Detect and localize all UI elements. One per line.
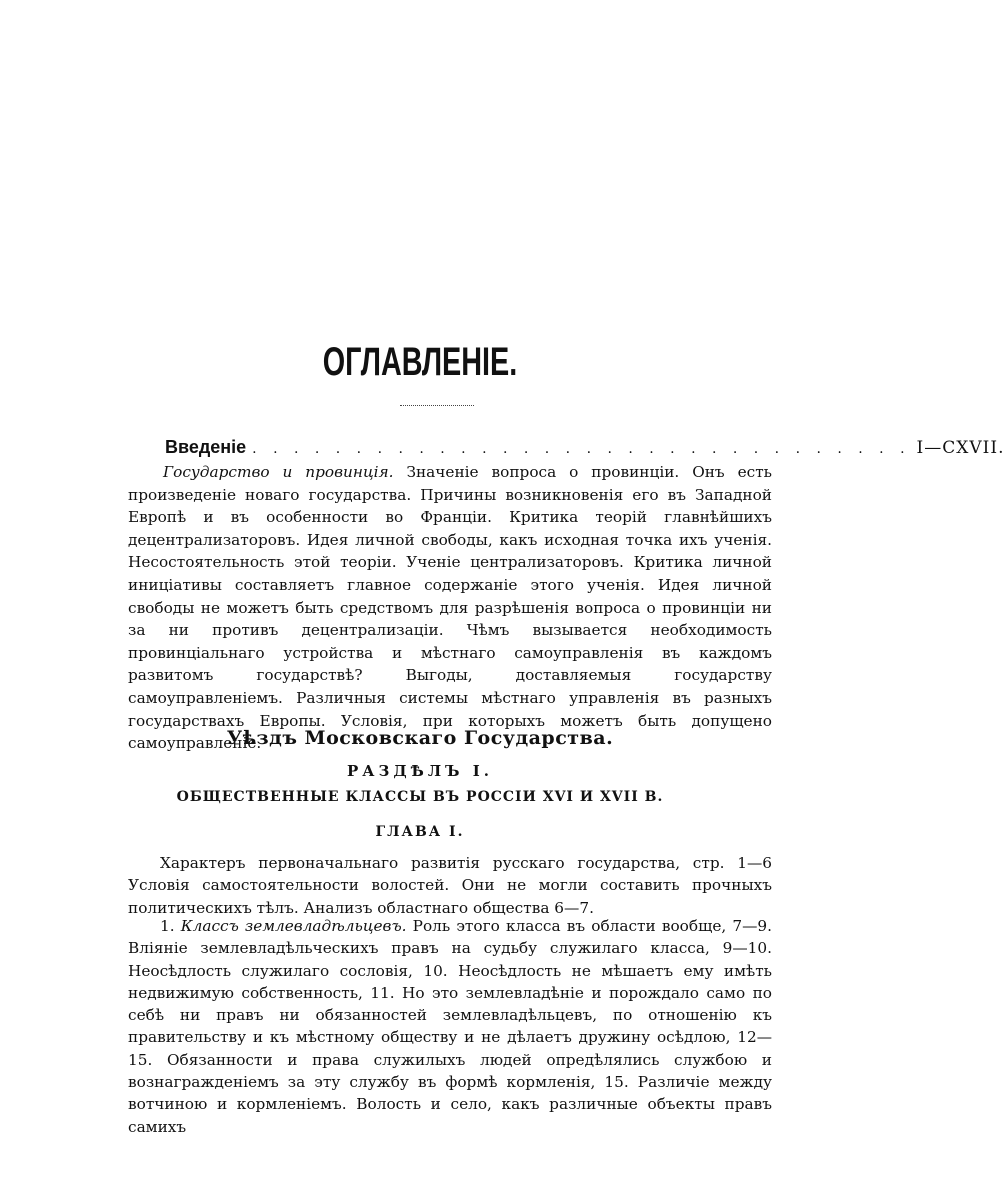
introduction-lead: Государство и провинція. (163, 463, 394, 481)
toc-entry-heading: Введеніе (165, 437, 247, 457)
part-title: РАЗДѢЛЪ I. (347, 762, 493, 780)
toc-entry-introduction[interactable] (165, 437, 1004, 458)
toc-entry-pages: I—CXVII. (916, 438, 1004, 458)
title-divider (400, 405, 474, 406)
section-title: Уѣздъ Московскаго Государства. (226, 727, 614, 749)
introduction-summary (128, 461, 772, 755)
chapter-paragraph-2 (128, 915, 772, 1138)
paragraph-lead: Классъ землевладѣльцевъ. (180, 917, 407, 935)
part-subtitle: ОБЩЕСТВЕННЫЕ КЛАССЫ ВЪ РОССІИ XVI И XVII В. (176, 789, 664, 805)
toc-leader-dots: . . . . . . . . . . . . . . . . . . . . . . . . . . . . . . . . (252, 441, 911, 457)
chapter-title: ГЛАВА I. (375, 824, 465, 840)
paragraph-text: Роль этого класса въ области вообще, 7—9. Вліяніе землевладѣльческихъ правъ на судьбу служилаго класса, 9—10. Неосѣдлость служилаго сословія, 10. Неосѣдлость не мѣшаетъ ему имѣть недвижимую собственность, 11. Но это землевладѣніе и порождало само по себѣ ни правъ ни обязанностей землевладѣльцевъ, по отношенію къ правительству и къ мѣстному обществу и не дѣлаетъ дружину осѣдлою, 12—15. Обязанности и права служилыхъ людей опредѣлялись службою и вознагражденіемъ за эту службу въ формѣ кормленія, 15. Различіе между вотчиною и кормленіемъ. Волость и село, какъ различные объекты правъ самихъ (128, 917, 772, 1136)
paragraph-number: 1. (160, 917, 181, 935)
page-title: ОГЛАВЛЕНІЕ. (322, 340, 518, 384)
introduction-text: Значеніе вопроса о провинціи. Онъ есть произведеніе новаго государства. Причины возникновенія его въ Западной Европѣ и въ особенности во Франціи. Критика теорій главнѣйшихъ децентрализаторовъ. Идея личной свободы, какъ исходная точка ихъ ученія. Несостоятельность этой теоріи. Ученіе централизаторовъ. Критика личной иниціативы составляетъ главное содержаніе этого ученія. Идея личной свободы не можетъ быть средствомъ для разрѣшенія вопроса о провинціи ни за ни противъ децентрализаціи. Чѣмъ вызывается необходимость провинціальнаго устройства и мѣстнаго самоуправленія въ каждомъ развитомъ государствѣ? Выгоды, доставляемыя государству самоуправленіемъ. Различныя системы мѣстнаго управленія въ разныхъ государствахъ Европы. Условія, при которыхъ можетъ быть допущено самоуправленіе. (128, 463, 772, 753)
chapter-paragraph-1: Характеръ первоначальнаго развитія русскаго государства, стр. 1—6 Условія самостоятельности волостей. Они не могли составить прочныхъ политическихъ тѣлъ. Анализъ областнаго общества 6—7. (128, 854, 772, 917)
